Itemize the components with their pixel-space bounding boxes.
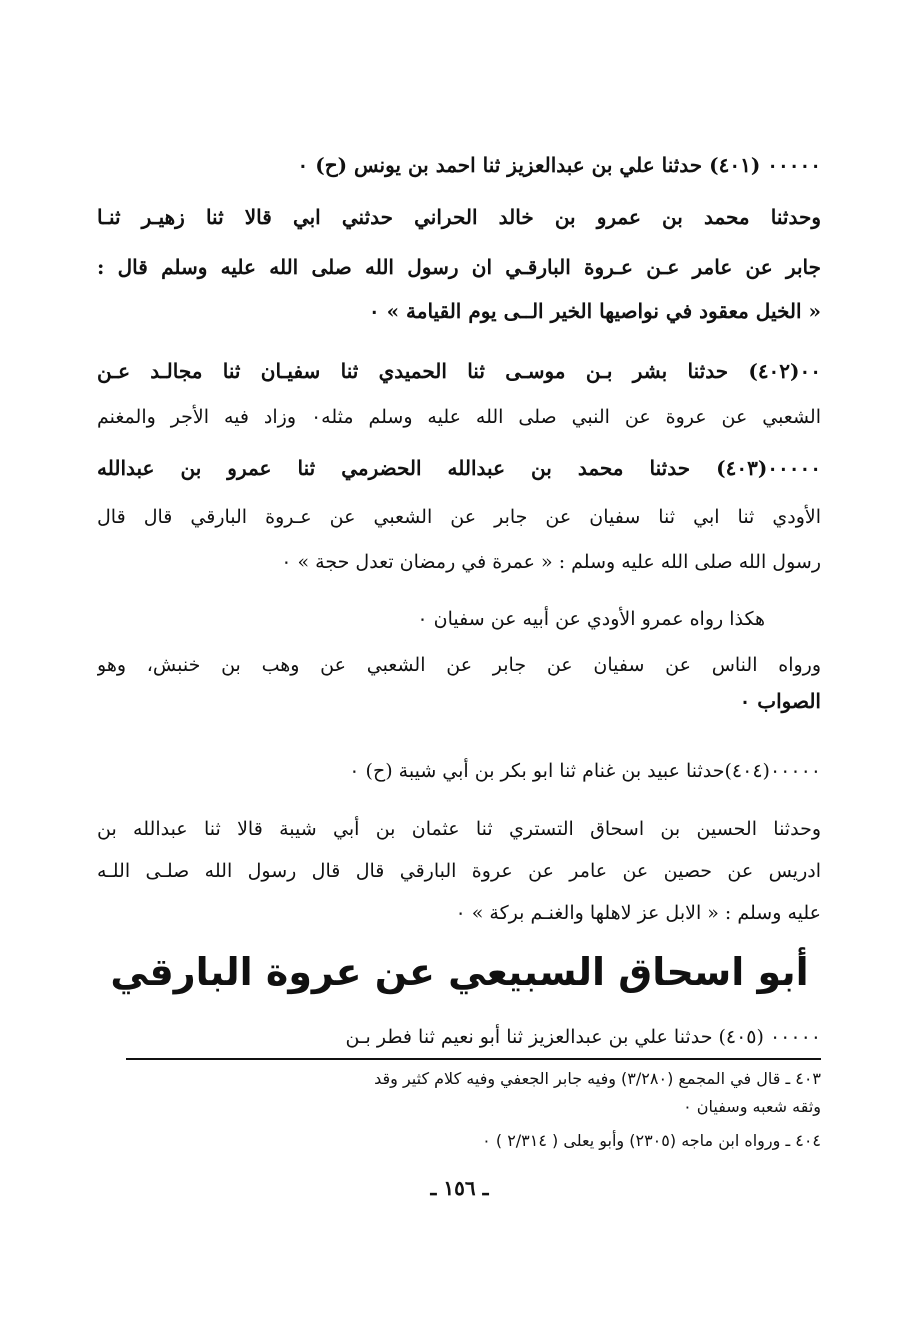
footnote-403-line-2: وثقه شعبه وسفيان ٠ <box>683 1097 821 1116</box>
hadith-403-line-1: ٠٠٠٠٠(٤٠٣) حدثنا محمد بن عبدالله الحضرمي ثنا عمرو بن عبدالله <box>97 456 821 480</box>
hadith-404-line-2: وحدثنا الحسين بن اسحاق التستري ثنا عثمان بن أبي شيبة قالا ثنا عبدالله بن <box>97 818 821 840</box>
footnote-404: ٤٠٤ ـ ورواه ابن ماجه (٢٣٠٥) وأبو يعلى ( ٢/٣١٤ ) ٠ <box>482 1131 821 1150</box>
hadith-401-line-1: ٠٠٠٠٠ (٤٠١) حدثنا علي بن عبدالعزيز ثنا احمد بن يونس (ح) ٠ <box>297 153 821 177</box>
hadith-403-line-3: رسول الله صلى الله عليه وسلم : « عمرة في رمضان تعدل حجة » ٠ <box>281 551 821 573</box>
footnote-divider <box>126 1058 821 1060</box>
hadith-402-line-2: الشعبي عن عروة عن النبي صلى الله عليه وسلم مثله٠ وزاد فيه الأجر والمغنم <box>97 406 821 428</box>
footnote-403-line-1: ٤٠٣ ـ قال في المجمع (٣/٢٨٠) وفيه جابر الجعفي وفيه كلام كثير وقد <box>374 1069 821 1088</box>
page-number: ـ ١٥٦ ـ <box>430 1176 489 1200</box>
hadith-404-line-4: عليه وسلم : « الابل عز لاهلها والغنـم بركة » ٠ <box>455 902 821 924</box>
note-403-line-1: هكذا رواه عمرو الأودي عن أبيه عن سفيان ٠ <box>417 608 765 630</box>
hadith-401-line-3: جابر عن عامر عـن عـروة البارقـي ان رسول الله صلى الله عليه وسلم قال : <box>97 255 821 279</box>
hadith-404-line-3: ادريس عن حصين عن عامر عن عروة البارقي قال قال رسول الله صلـى اللـه <box>97 860 821 882</box>
note-403-line-2: ورواه الناس عن سفيان عن جابر عن الشعبي عن وهب بن خنبش، وهو <box>97 654 821 676</box>
hadith-405-line-1: ٠٠٠٠٠ (٤٠٥) حدثنا علي بن عبدالعزيز ثنا أبو نعيم ثنا فطر بـن <box>345 1026 821 1048</box>
hadith-401-line-4: « الخيل معقود في نواصيها الخير الــى يوم القيامة » ٠ <box>368 299 821 323</box>
hadith-401-line-2: وحدثنا محمد بن عمرو بن خالد الحراني حدثني ابي قالا ثنا زهيـر ثنـا <box>97 205 821 229</box>
hadith-402-line-1: ٠٠(٤٠٢) حدثنا بشر بـن موسـى ثنا الحميدي ثنا سفيـان ثنا مجالـد عـن <box>97 359 821 383</box>
hadith-404-line-1: ٠٠٠٠٠(٤٠٤)حدثنا عبيد بن غنام ثنا ابو بكر بن أبي شيبة (ح) ٠ <box>349 760 821 782</box>
note-403-line-3: الصواب ٠ <box>739 689 821 713</box>
section-heading: أبو اسحاق السبيعي عن عروة البارقي <box>110 950 809 994</box>
hadith-403-line-2: الأودي ثنا ابي ثنا سفيان عن جابر عن الشعبي عن عـروة البارقي قال قال <box>97 506 821 528</box>
